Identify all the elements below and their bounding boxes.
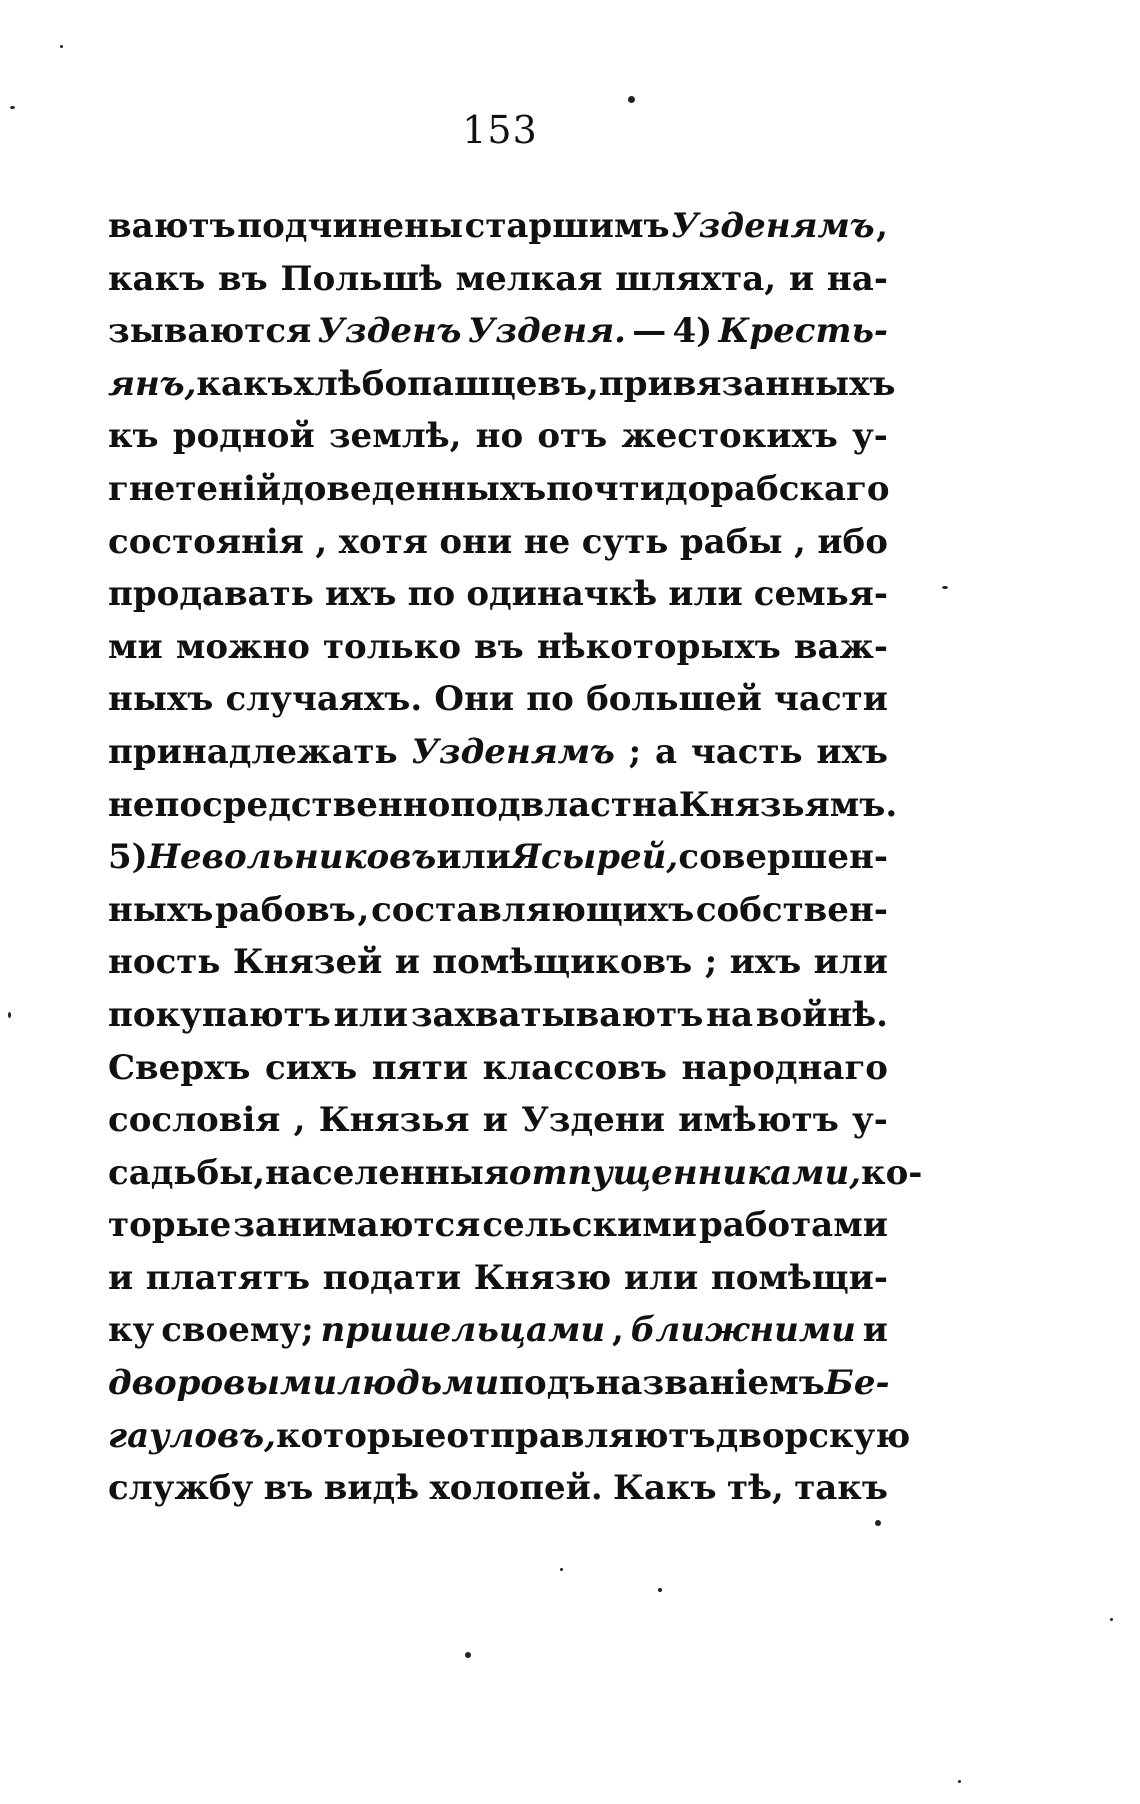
word: собствен- xyxy=(695,889,888,930)
word: гнетеній xyxy=(108,468,282,509)
word: или xyxy=(436,837,511,878)
word: , xyxy=(612,1310,624,1351)
word: какъ xyxy=(108,258,206,299)
word: семья- xyxy=(753,574,888,615)
text-line xyxy=(108,673,888,726)
word: родной xyxy=(172,416,315,457)
text-line xyxy=(108,726,888,779)
word: почти xyxy=(546,468,665,509)
word: рабовъ xyxy=(215,889,356,930)
text-line xyxy=(108,936,888,989)
word: отъ xyxy=(537,416,608,457)
word: Узденъ xyxy=(317,311,462,352)
word: подати xyxy=(322,1257,462,1298)
text-line xyxy=(108,1094,888,1147)
text-line xyxy=(108,568,888,621)
word: Польшѣ xyxy=(280,258,443,299)
word: по xyxy=(526,679,574,720)
word: видѣ xyxy=(323,1468,420,1509)
word: ; xyxy=(628,731,642,772)
word: хлѣбопашцевъ, xyxy=(293,363,599,404)
word: ныхъ xyxy=(108,679,214,720)
word: въ xyxy=(263,1468,314,1509)
word: а xyxy=(654,731,678,772)
word: классовъ xyxy=(482,1047,667,1088)
word: совершен- xyxy=(678,837,888,878)
word: Сверхъ xyxy=(108,1047,251,1088)
word: у- xyxy=(852,416,888,457)
word: населенныя xyxy=(265,1152,509,1193)
scan-speck xyxy=(958,1780,961,1783)
text-line xyxy=(108,884,888,937)
word: на- xyxy=(826,258,888,299)
word: мелкая xyxy=(455,258,603,299)
scan-speck xyxy=(560,1568,563,1571)
word: садьбы, xyxy=(108,1152,266,1193)
word: хотя xyxy=(338,521,428,562)
scan-speck xyxy=(942,586,948,589)
word: на xyxy=(706,994,754,1035)
word: гауловъ, xyxy=(108,1415,276,1456)
word: ибо xyxy=(817,521,888,562)
word: важ- xyxy=(793,626,888,667)
text-line xyxy=(108,831,888,884)
word: Узденямъ xyxy=(411,731,615,772)
word: ку xyxy=(108,1310,155,1351)
word: названіемъ xyxy=(595,1363,825,1404)
word: Князья xyxy=(318,1100,470,1141)
text-line xyxy=(108,305,888,358)
word: такъ xyxy=(794,1468,888,1509)
scan-speck xyxy=(465,1652,471,1658)
word: Князю xyxy=(473,1257,612,1298)
word: до xyxy=(664,468,711,509)
word: отпущенниками, xyxy=(508,1152,862,1193)
text-line xyxy=(108,1357,888,1410)
word: , xyxy=(293,1100,306,1141)
word: 5) xyxy=(108,837,148,878)
word: ихъ xyxy=(816,731,888,772)
word: Уздени xyxy=(521,1100,665,1141)
word: и xyxy=(788,258,815,299)
word: рабскаго xyxy=(710,468,890,509)
word: нѣкоторыхъ xyxy=(536,626,781,667)
word: подъ xyxy=(499,1363,596,1404)
word: пришельцами xyxy=(320,1310,606,1351)
word: своему; xyxy=(161,1310,314,1351)
word: которые xyxy=(275,1415,447,1456)
word: въ xyxy=(474,626,524,667)
word: войнѣ. xyxy=(755,994,888,1035)
word: ближними xyxy=(630,1310,856,1351)
word: можно xyxy=(175,626,310,667)
word: одиначкѣ xyxy=(466,574,658,615)
word: , xyxy=(876,206,888,246)
word: но xyxy=(475,416,524,457)
word: сельскими xyxy=(482,1205,697,1246)
word: Князьямъ. xyxy=(678,784,898,825)
text-line xyxy=(108,358,896,411)
scan-speck xyxy=(628,96,635,103)
word: ихъ xyxy=(324,574,397,615)
word: у- xyxy=(852,1100,888,1141)
word: или xyxy=(813,942,888,983)
word: непосредственно xyxy=(108,784,451,825)
word: только xyxy=(322,626,461,667)
text-line xyxy=(108,779,898,832)
body-text xyxy=(108,200,923,1515)
word: народнаго xyxy=(681,1047,888,1088)
word: , xyxy=(315,521,328,562)
scan-speck xyxy=(60,45,63,48)
word: подчинены xyxy=(237,206,464,246)
word: Узденямъ xyxy=(671,206,875,246)
scan-speck xyxy=(1110,1618,1113,1621)
word: привязанныхъ xyxy=(598,363,896,404)
word: Ясырей, xyxy=(510,837,679,878)
word: подвластна xyxy=(450,784,679,825)
scan-speck xyxy=(8,1012,11,1018)
word: Узденя. xyxy=(467,311,626,352)
word: состоянія xyxy=(108,521,304,562)
word: они xyxy=(439,521,513,562)
word: Они xyxy=(434,679,515,720)
word: въ xyxy=(218,258,268,299)
word: помѣщиковъ xyxy=(432,942,693,983)
word: доведенныхъ xyxy=(281,468,547,509)
word: случаяхъ. xyxy=(225,679,423,720)
word: холопей. xyxy=(429,1468,603,1509)
word: или xyxy=(668,574,743,615)
word: или xyxy=(333,994,409,1035)
scan-speck xyxy=(875,1520,881,1526)
word: Кресть- xyxy=(718,311,888,352)
word: какъ xyxy=(196,363,294,404)
text-line xyxy=(108,1410,911,1463)
word: зываются xyxy=(108,311,312,352)
word: дворовыми xyxy=(108,1363,338,1404)
word: часть xyxy=(690,731,803,772)
word: , xyxy=(793,521,806,562)
word: Невольниковъ xyxy=(147,837,437,878)
word: составляющихъ xyxy=(371,889,695,930)
word: ; xyxy=(704,942,718,983)
word: янъ, xyxy=(108,363,197,404)
word: и xyxy=(108,1257,134,1298)
word: шляхта, xyxy=(615,258,777,299)
word: жестокихъ xyxy=(621,416,838,457)
word: сихъ xyxy=(264,1047,358,1088)
text-line xyxy=(108,253,888,306)
word: части xyxy=(774,679,888,720)
word: тѣ, xyxy=(727,1468,784,1509)
text-line xyxy=(108,463,888,516)
word: ми xyxy=(108,626,163,667)
text-line xyxy=(108,1147,923,1200)
word: платятъ xyxy=(145,1257,311,1298)
word: , xyxy=(357,889,370,930)
word: имѣютъ xyxy=(678,1100,839,1141)
word: дворскую xyxy=(715,1415,911,1456)
text-line xyxy=(108,621,888,674)
word: Бе- xyxy=(824,1363,890,1404)
word: къ xyxy=(108,416,159,457)
word: суть xyxy=(581,521,669,562)
text-line xyxy=(108,1199,888,1252)
word: ихъ xyxy=(729,942,802,983)
word: ность xyxy=(108,942,221,983)
text-line xyxy=(108,1462,888,1515)
page-number: 153 xyxy=(462,108,538,152)
word: большей xyxy=(586,679,762,720)
text-line xyxy=(108,1252,888,1305)
word: и xyxy=(482,1100,508,1141)
text-line xyxy=(108,1304,888,1357)
word: отправляютъ xyxy=(446,1415,716,1456)
word: принадлежать xyxy=(108,731,398,772)
word: ныхъ xyxy=(108,889,214,930)
text-line xyxy=(108,989,888,1042)
word: старшимъ xyxy=(464,206,670,246)
word: помѣщи- xyxy=(710,1257,888,1298)
word: занимаются xyxy=(233,1205,481,1246)
word: или xyxy=(623,1257,699,1298)
word: — xyxy=(632,311,667,352)
text-line xyxy=(108,200,888,253)
word: сословія xyxy=(108,1100,281,1141)
scan-speck xyxy=(10,106,15,109)
word: людьми xyxy=(337,1363,500,1404)
word: и xyxy=(394,942,420,983)
word: Какъ xyxy=(613,1468,717,1509)
word: работами xyxy=(698,1205,888,1246)
word: ко- xyxy=(861,1152,923,1193)
word: рабы xyxy=(679,521,783,562)
word: Князей xyxy=(232,942,383,983)
word: пяти xyxy=(371,1047,469,1088)
text-line xyxy=(108,1042,888,1095)
scan-speck xyxy=(658,1588,662,1592)
word: службу xyxy=(108,1468,254,1509)
word: землѣ, xyxy=(328,416,462,457)
word: захватываютъ xyxy=(410,994,704,1035)
word: покупаютъ xyxy=(108,994,331,1035)
word: 4) xyxy=(672,311,713,352)
word: торые xyxy=(108,1205,232,1246)
word: не xyxy=(523,521,571,562)
word: продавать xyxy=(108,574,314,615)
word: и xyxy=(862,1310,888,1351)
word: ваютъ xyxy=(108,206,236,246)
word: по xyxy=(407,574,456,615)
text-line xyxy=(108,516,888,569)
text-line xyxy=(108,410,888,463)
